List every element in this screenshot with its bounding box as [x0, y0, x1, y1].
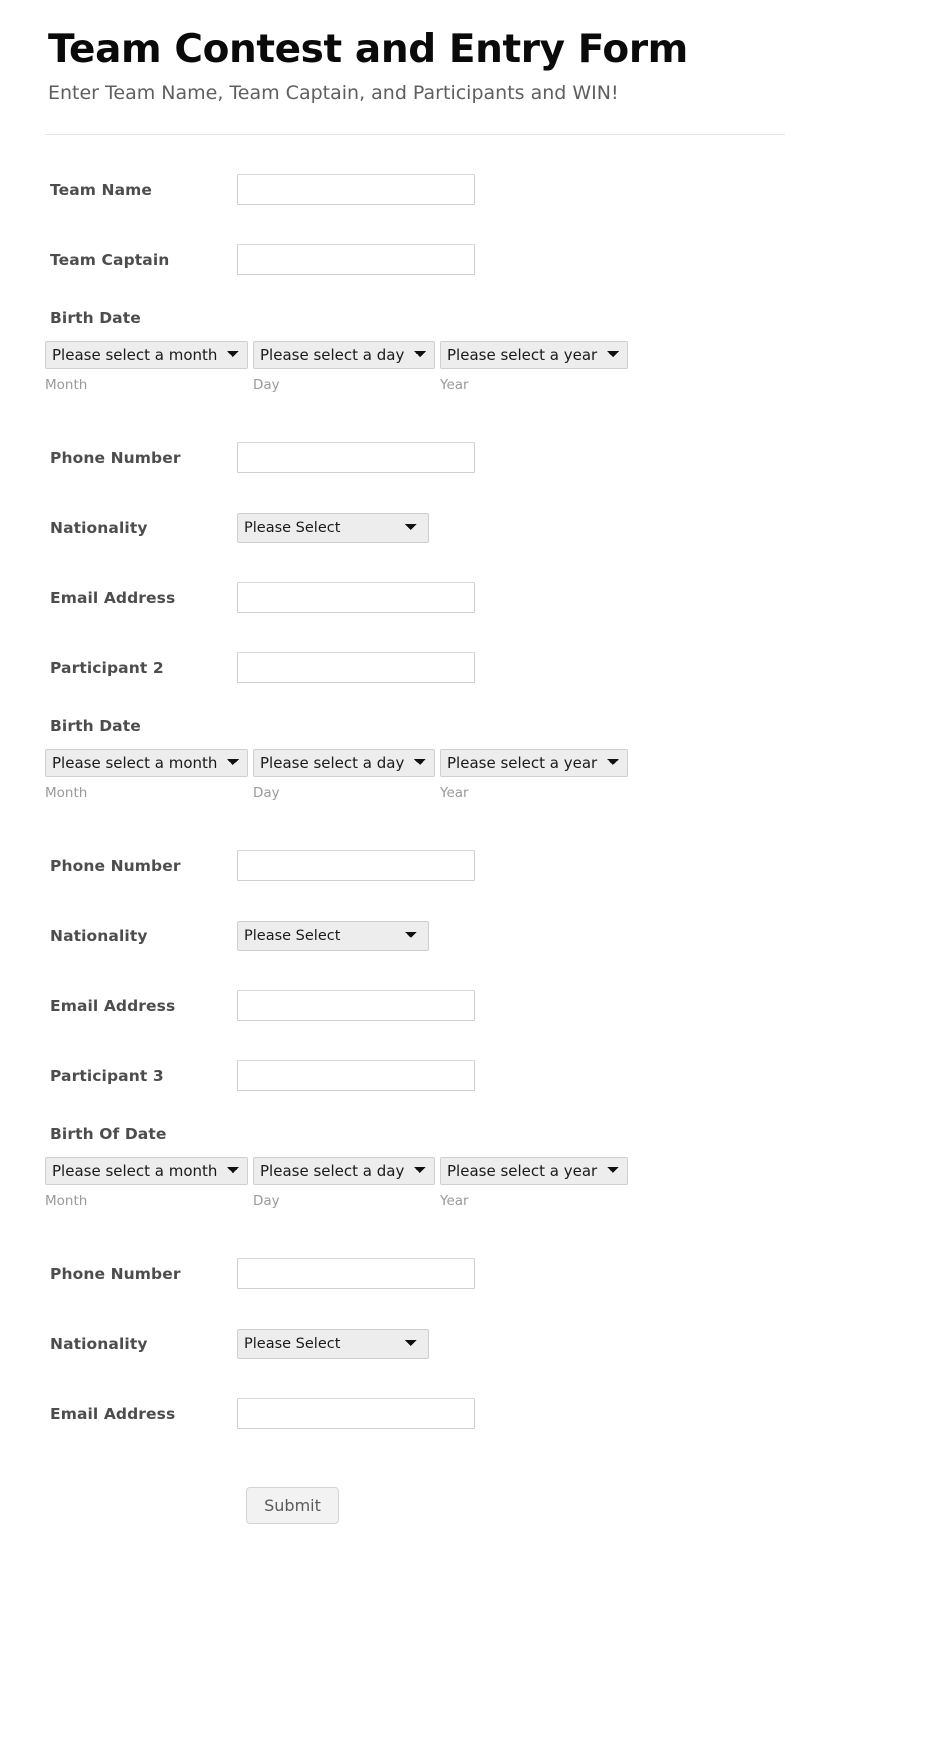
participant2-email-input[interactable] — [237, 990, 475, 1021]
sublabel-day: Day — [253, 1192, 280, 1209]
form-header — [0, 0, 930, 106]
sublabel-day: Day — [253, 376, 280, 393]
participant2-birth-month-col — [45, 749, 253, 801]
spacer — [0, 801, 930, 831]
participant3-email-input[interactable] — [237, 1398, 475, 1429]
sublabel-month: Month — [45, 1192, 88, 1209]
participant3-birth-day-col — [253, 1157, 440, 1209]
field-captain-email — [0, 563, 930, 633]
sublabel-year: Year — [440, 376, 469, 393]
participant3-name-input[interactable] — [237, 1060, 475, 1091]
label-participant2-name: Participant 2 — [50, 658, 164, 677]
captain-birth-day-select[interactable] — [253, 341, 435, 369]
field-participant2-nationality — [0, 901, 930, 971]
group-participant3-birth-date — [0, 1111, 930, 1209]
captain-birth-date-selects — [45, 341, 930, 393]
participant2-birth-day-col — [253, 749, 440, 801]
field-participant3-phone — [0, 1239, 930, 1309]
field-participant2-email — [0, 971, 930, 1041]
sublabel-day: Day — [253, 784, 280, 801]
label-participant2-birth-date: Birth Date — [50, 716, 141, 735]
participant2-birth-day-select[interactable] — [253, 749, 435, 777]
label-team-name: Team Name — [50, 180, 153, 199]
label-captain-nationality: Nationality — [50, 518, 148, 537]
spacer — [0, 1209, 930, 1239]
participant2-nationality-select[interactable] — [237, 921, 429, 951]
participant2-birth-year-select[interactable] — [440, 749, 628, 777]
sublabel-month: Month — [45, 784, 88, 801]
participant2-birth-month-select[interactable] — [45, 749, 248, 777]
field-participant2-phone — [0, 831, 930, 901]
field-participant3-nationality — [0, 1309, 930, 1379]
page-subtitle: Enter Team Name, Team Captain, and Participants and WIN! — [48, 81, 619, 104]
field-participant2-name — [0, 633, 930, 703]
sublabel-year: Year — [440, 784, 469, 801]
label-participant2-email: Email Address — [50, 996, 176, 1015]
participant3-birth-month-col — [45, 1157, 253, 1209]
field-captain-nationality — [0, 493, 930, 563]
label-participant3-nationality: Nationality — [50, 1334, 148, 1353]
participant3-phone-input[interactable] — [237, 1258, 475, 1289]
label-captain-phone: Phone Number — [50, 448, 181, 467]
participant3-birth-day-select[interactable] — [253, 1157, 435, 1185]
participant2-phone-input[interactable] — [237, 850, 475, 881]
label-team-captain: Team Captain — [50, 250, 170, 269]
field-team-captain — [0, 225, 930, 295]
participant2-birth-year-col — [440, 749, 632, 801]
sublabel-year: Year — [440, 1192, 469, 1209]
spacer — [0, 393, 930, 423]
captain-birth-year-col — [440, 341, 632, 393]
team-name-input[interactable] — [237, 174, 475, 205]
label-participant2-phone: Phone Number — [50, 856, 181, 875]
participant3-birth-year-col — [440, 1157, 632, 1209]
participant2-birth-date-selects — [45, 749, 930, 801]
participant3-birth-month-select[interactable] — [45, 1157, 248, 1185]
participant3-birth-date-selects — [45, 1157, 930, 1209]
field-participant3-name — [0, 1041, 930, 1111]
label-participant3-name: Participant 3 — [50, 1066, 164, 1085]
label-captain-email: Email Address — [50, 588, 176, 607]
entry-form — [0, 135, 930, 1524]
captain-nationality-select[interactable] — [237, 513, 429, 543]
participant3-birth-year-select[interactable] — [440, 1157, 628, 1185]
submit-row — [0, 1449, 930, 1524]
group-captain-birth-date — [0, 295, 930, 393]
label-participant3-birth-date: Birth Of Date — [50, 1124, 167, 1143]
label-participant3-phone: Phone Number — [50, 1264, 181, 1283]
captain-birth-month-select[interactable] — [45, 341, 248, 369]
group-participant2-birth-date — [0, 703, 930, 801]
captain-birth-year-select[interactable] — [440, 341, 628, 369]
captain-email-input[interactable] — [237, 582, 475, 613]
label-participant2-nationality: Nationality — [50, 926, 148, 945]
field-captain-phone — [0, 423, 930, 493]
page-title: Team Contest and Entry Form — [48, 27, 688, 72]
field-team-name — [0, 155, 930, 225]
label-captain-birth-date: Birth Date — [50, 308, 141, 327]
sublabel-month: Month — [45, 376, 88, 393]
team-captain-input[interactable] — [237, 244, 475, 275]
participant2-name-input[interactable] — [237, 652, 475, 683]
submit-button[interactable]: Submit — [246, 1487, 339, 1524]
field-participant3-email — [0, 1379, 930, 1449]
captain-birth-month-col — [45, 341, 253, 393]
captain-phone-input[interactable] — [237, 442, 475, 473]
label-participant3-email: Email Address — [50, 1404, 176, 1423]
captain-birth-day-col — [253, 341, 440, 393]
participant3-nationality-select[interactable] — [237, 1329, 429, 1359]
